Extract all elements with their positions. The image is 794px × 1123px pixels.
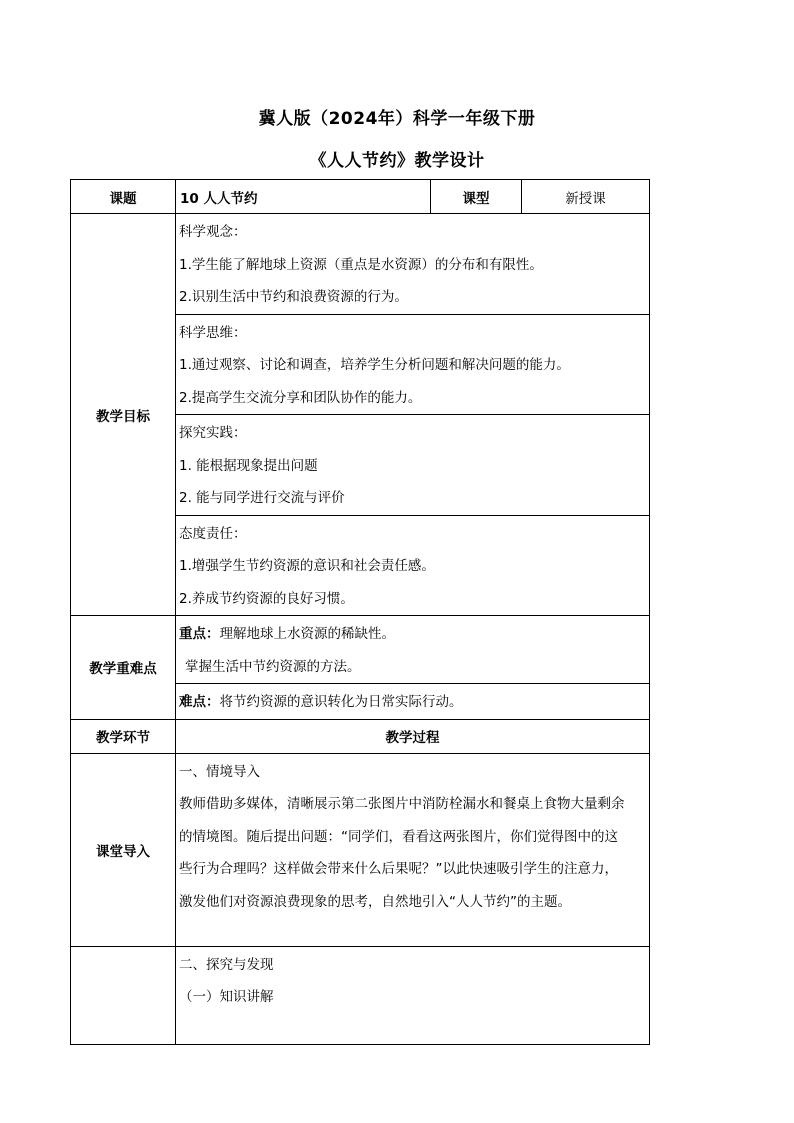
explore-subheading: （一）知识讲解: [179, 989, 274, 1005]
difficulty-text: 将节约资源的意识转化为日常实际行动。: [219, 694, 463, 710]
document-title: 冀人版（2024年）科学一年级下册: [258, 109, 536, 129]
objective-item: 1.通过观察、讨论和调查，培养学生分析问题和解决问题的能力。: [179, 357, 570, 373]
objective-thinking-cell: [176, 314, 650, 415]
type-label: 课型: [431, 180, 522, 214]
objective-row-concept: [71, 214, 650, 315]
process-label: 教学过程: [176, 719, 650, 753]
document-subtitle: 《人人节约》教学设计: [309, 151, 485, 171]
difficulty-cell: [176, 684, 650, 720]
objective-heading: 探究实践：: [179, 425, 247, 441]
objective-item: 2.提高学生交流分享和团队协作的能力。: [179, 389, 422, 406]
key-points-label: 教学重难点: [71, 616, 176, 720]
key-point-cell: [176, 616, 650, 684]
intro-body: 教师借助多媒体，清晰展示第二张图片中消防栓漏水和餐桌上食物大量剩余的情境图。随后提出问题：“同学们，看看这两张图片，你们觉得图中的这些行为合理吗？这样做会带来什么后果呢？”以此快速吸引学生的注意力，激发他们对资源浪费现象的思考，自然地引入“人人节约”的主题。: [179, 796, 625, 910]
explore-cell: [176, 946, 650, 1044]
process-header-row: [71, 719, 650, 753]
objective-heading: 态度责任：: [179, 525, 247, 542]
key-point-text: 理解地球上水资源的稀缺性。: [219, 626, 395, 642]
objective-item: 1. 能根据现象提出问题: [179, 457, 318, 474]
objective-item: 2.养成节约资源的良好习惯。: [179, 590, 354, 607]
objective-item: 2. 能与同学进行交流与评价: [179, 490, 345, 506]
info-row: [71, 180, 650, 214]
explore-row: [71, 946, 650, 1044]
stage-label: 教学环节: [71, 719, 176, 753]
objective-concept-cell: [176, 214, 650, 315]
lesson-plan-table: [70, 179, 650, 1045]
intro-label: 课堂导入: [71, 753, 176, 946]
key-point-label: 重点：: [179, 626, 220, 642]
type-value: 新授课: [522, 180, 650, 214]
objective-item: 1.学生能了解地球上资源（重点是水资源）的分布和有限性。: [179, 256, 543, 273]
objective-practice-cell: [176, 415, 650, 516]
intro-heading: 一、情境导入: [179, 763, 260, 780]
objective-item: 1.增强学生节约资源的意识和社会责任感。: [179, 558, 435, 574]
intro-row: [71, 753, 650, 946]
difficulty-label: 难点：: [179, 694, 220, 710]
objective-attitude-cell: [176, 515, 650, 616]
explore-stage-cell: [71, 946, 176, 1044]
explore-heading: 二、探究与发现: [179, 956, 274, 973]
key-points-row: [71, 616, 650, 684]
topic-label: 课题: [71, 180, 176, 214]
objective-heading: 科学思维：: [179, 324, 247, 341]
key-point-text-2: 掌握生活中节约资源的方法。: [185, 658, 361, 675]
objectives-label: 教学目标: [71, 214, 176, 616]
objective-item: 2.识别生活中节约和浪费资源的行为。: [179, 289, 408, 305]
intro-cell: [176, 753, 650, 946]
objective-heading: 科学观念：: [179, 224, 247, 240]
topic-value: 10 人人节约: [176, 180, 431, 214]
